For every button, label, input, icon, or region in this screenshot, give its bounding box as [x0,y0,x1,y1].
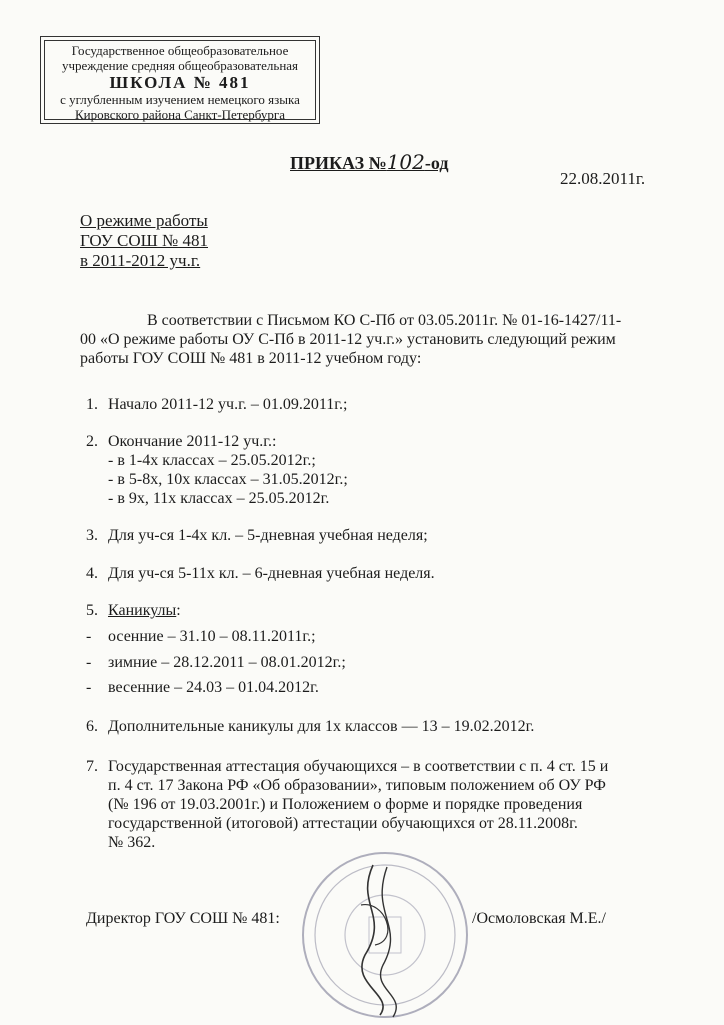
list-item-4 [86,564,435,583]
order-prefix: ПРИКАЗ № [290,153,387,173]
item-number: 6. [86,718,98,735]
item-7-line-1: Государственная аттестация обучающихся – в соответствии с п. 4 ст. 15 и [108,758,609,775]
holiday-text: весенние – 24.03 – 01.04.2012г. [108,679,319,696]
order-date: 22.08.2011г. [560,169,646,188]
official-seal-stamp [295,845,475,1025]
order-title [290,150,448,174]
item-7-line-2: п. 4 ст. 17 Закона РФ «Об образовании», типовым положением об ОУ РФ [108,777,606,794]
item-text: Окончание 2011-12 уч.г.: [108,433,277,450]
header-line-4: с углубленным изучением немецкого языка [60,92,300,107]
item-text: Каникулы [108,602,177,619]
header-line-2: учреждение средняя общеобразовательная [61,58,299,73]
item-number: 7. [86,758,98,775]
list-item-5 [86,601,181,620]
list-item-6 [86,717,534,736]
list-item-7 [86,757,671,852]
intro-line-2: 00 «О режиме работы ОУ С-Пб в 2011-12 уч.г.» установить следующий режим [80,331,616,348]
item-text: Для уч-ся 5-11х кл. – 6-дневная учебная неделя. [108,565,435,582]
intro-paragraph [80,311,670,368]
item-colon: : [176,602,181,619]
item-text: Дополнительные каникулы для 1х классов — 13 – 19.02.2012г. [108,718,535,735]
item-text: Для уч-ся 1-4х кл. – 5-дневная учебная неделя; [108,527,428,544]
holiday-line [86,627,316,646]
item-number: 3. [86,527,98,544]
subject-line-3: в 2011-2012 уч.г. [80,251,201,270]
signature-director-label: Директор ГОУ СОШ № 481: [86,910,280,927]
item-7-line-4: государственной (итоговой) аттестации обучающихся от 28.11.2008г. [108,815,578,832]
order-number: 102 [386,150,425,174]
holiday-line [86,678,319,697]
list-item-1 [86,395,347,414]
item-7-line-3: (№ 196 от 19.03.2001г.) и Положением о форме и порядке проведения [108,796,583,813]
dash-marker: - [86,679,92,696]
holiday-text: осенние – 31.10 – 08.11.2011г.; [108,628,316,645]
signature-name: /Осмоловская М.Е./ [472,910,606,927]
order-suffix: -од [424,153,449,173]
header-school-name: ШКОЛА № 481 [109,73,251,92]
school-header-inner [44,40,316,120]
subject-line-2: ГОУ СОШ № 481 [80,231,208,250]
sublist-line: - в 1-4х классах – 25.05.2012г.; [108,452,316,469]
sublist-line: - в 9х, 11х классах – 25.05.2012г. [108,490,330,507]
order-subject [80,211,208,271]
school-header-stamp [40,36,320,124]
subject-line-1: О режиме работы [80,211,208,230]
item-number: 2. [86,433,98,450]
header-line-1: Государственное общеобразовательное [71,43,289,58]
item-number: 1. [86,396,98,413]
holiday-text: зимние – 28.12.2011 – 08.01.2012г.; [108,654,346,671]
item-7-text [108,757,671,852]
item-7-line-5: № 362. [108,834,156,851]
item-number: 5. [86,602,98,619]
header-line-5: Кировского района Санкт-Петербурга [75,107,285,122]
sublist-line: - в 5-8х, 10х классах – 31.05.2012г.; [108,471,348,488]
intro-line-1: В соответствии с Письмом КО С-Пб от 03.05.2011г. № 01-16-1427/11- [147,312,622,329]
dash-marker: - [86,654,92,671]
dash-marker: - [86,628,92,645]
item-text: Начало 2011-12 уч.г. – 01.09.2011г.; [108,396,348,413]
intro-line-3: работы ГОУ СОШ № 481 в 2011-12 учебном году: [80,350,422,367]
list-item-2 [86,432,276,451]
list-item-3 [86,526,428,545]
item-number: 4. [86,565,98,582]
holiday-line [86,653,346,672]
